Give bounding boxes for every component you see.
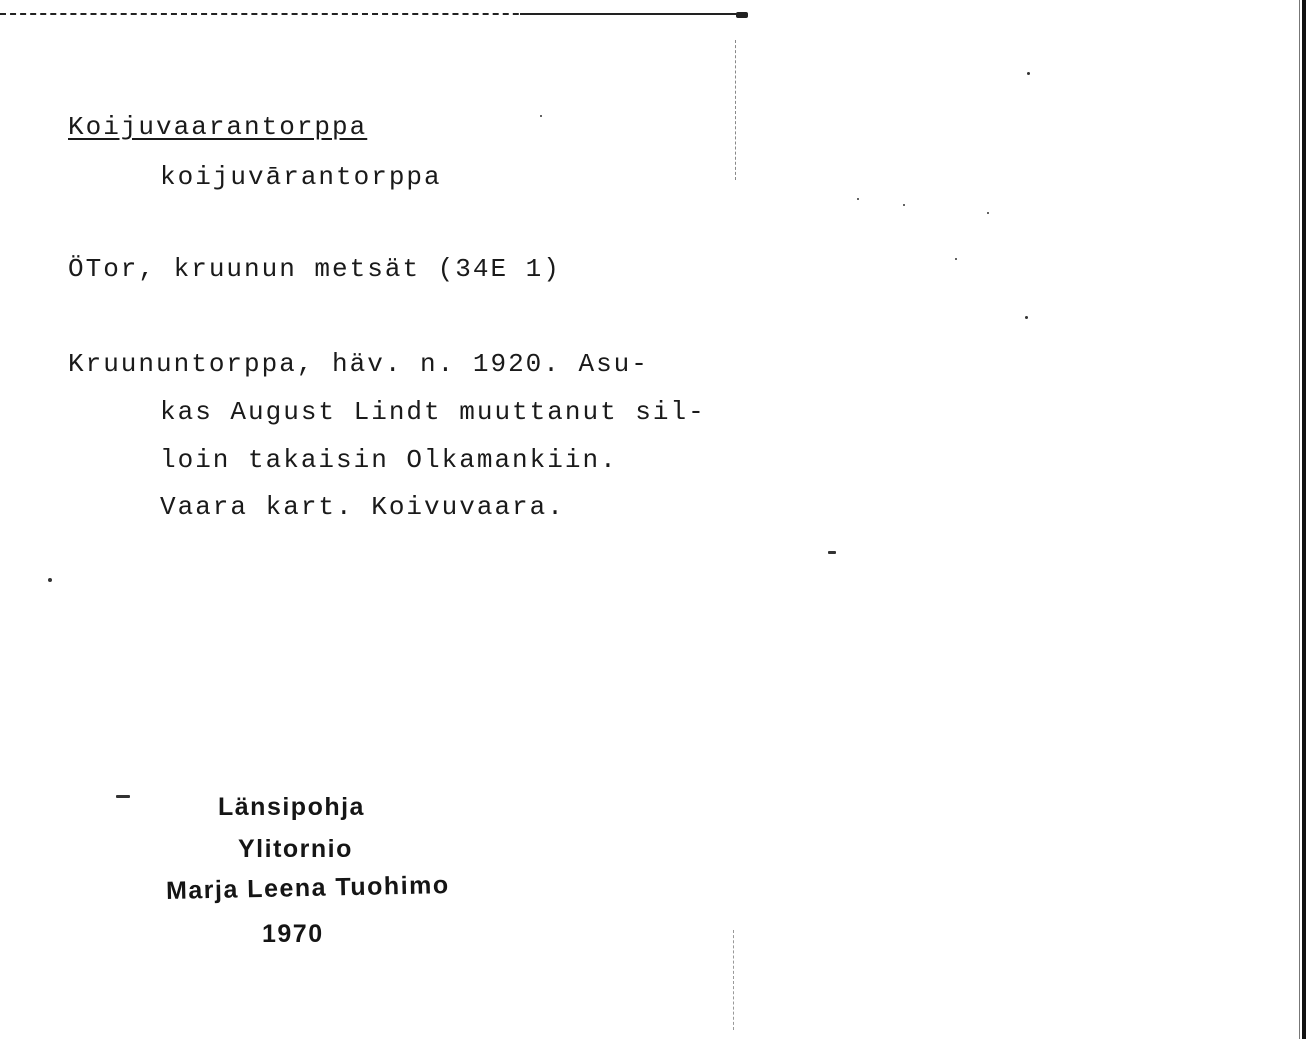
corner-mark <box>736 12 748 18</box>
stamp-collector: Marja Leena Tuohimo <box>165 871 450 905</box>
scan-edge-shadow <box>1302 0 1306 1039</box>
scan-speck <box>1027 72 1030 75</box>
pronunciation: koijuvārantorppa <box>160 162 442 192</box>
location-reference: ÖTor, kruunun metsät (34E 1) <box>68 254 561 284</box>
description-line: loin takaisin Olkamankiin. <box>160 445 618 475</box>
description-line: kas August Lindt muuttanut sil- <box>160 397 706 427</box>
card-top-border-solid <box>520 13 740 15</box>
fold-line <box>735 40 736 180</box>
fold-line-lower <box>733 930 734 1030</box>
description-line: Kruununtorppa, häv. n. 1920. Asu- <box>68 349 649 379</box>
scan-speck <box>955 258 957 260</box>
scan-speck <box>116 795 130 798</box>
scan-speck <box>540 115 542 117</box>
stamp-municipality: Ylitornio <box>238 835 353 863</box>
scan-speck <box>828 551 836 554</box>
scan-edge-line <box>1299 0 1300 1039</box>
scan-speck <box>1025 316 1028 319</box>
description-line: Vaara kart. Koivuvaara. <box>160 492 565 522</box>
stamp-year: 1970 <box>262 920 324 948</box>
stamp-region: Länsipohja <box>218 793 365 821</box>
scan-speck <box>857 198 859 200</box>
scan-speck <box>903 204 905 206</box>
headword: Koijuvaarantorppa <box>68 112 368 142</box>
scan-speck <box>48 578 52 582</box>
scan-speck <box>987 212 989 214</box>
